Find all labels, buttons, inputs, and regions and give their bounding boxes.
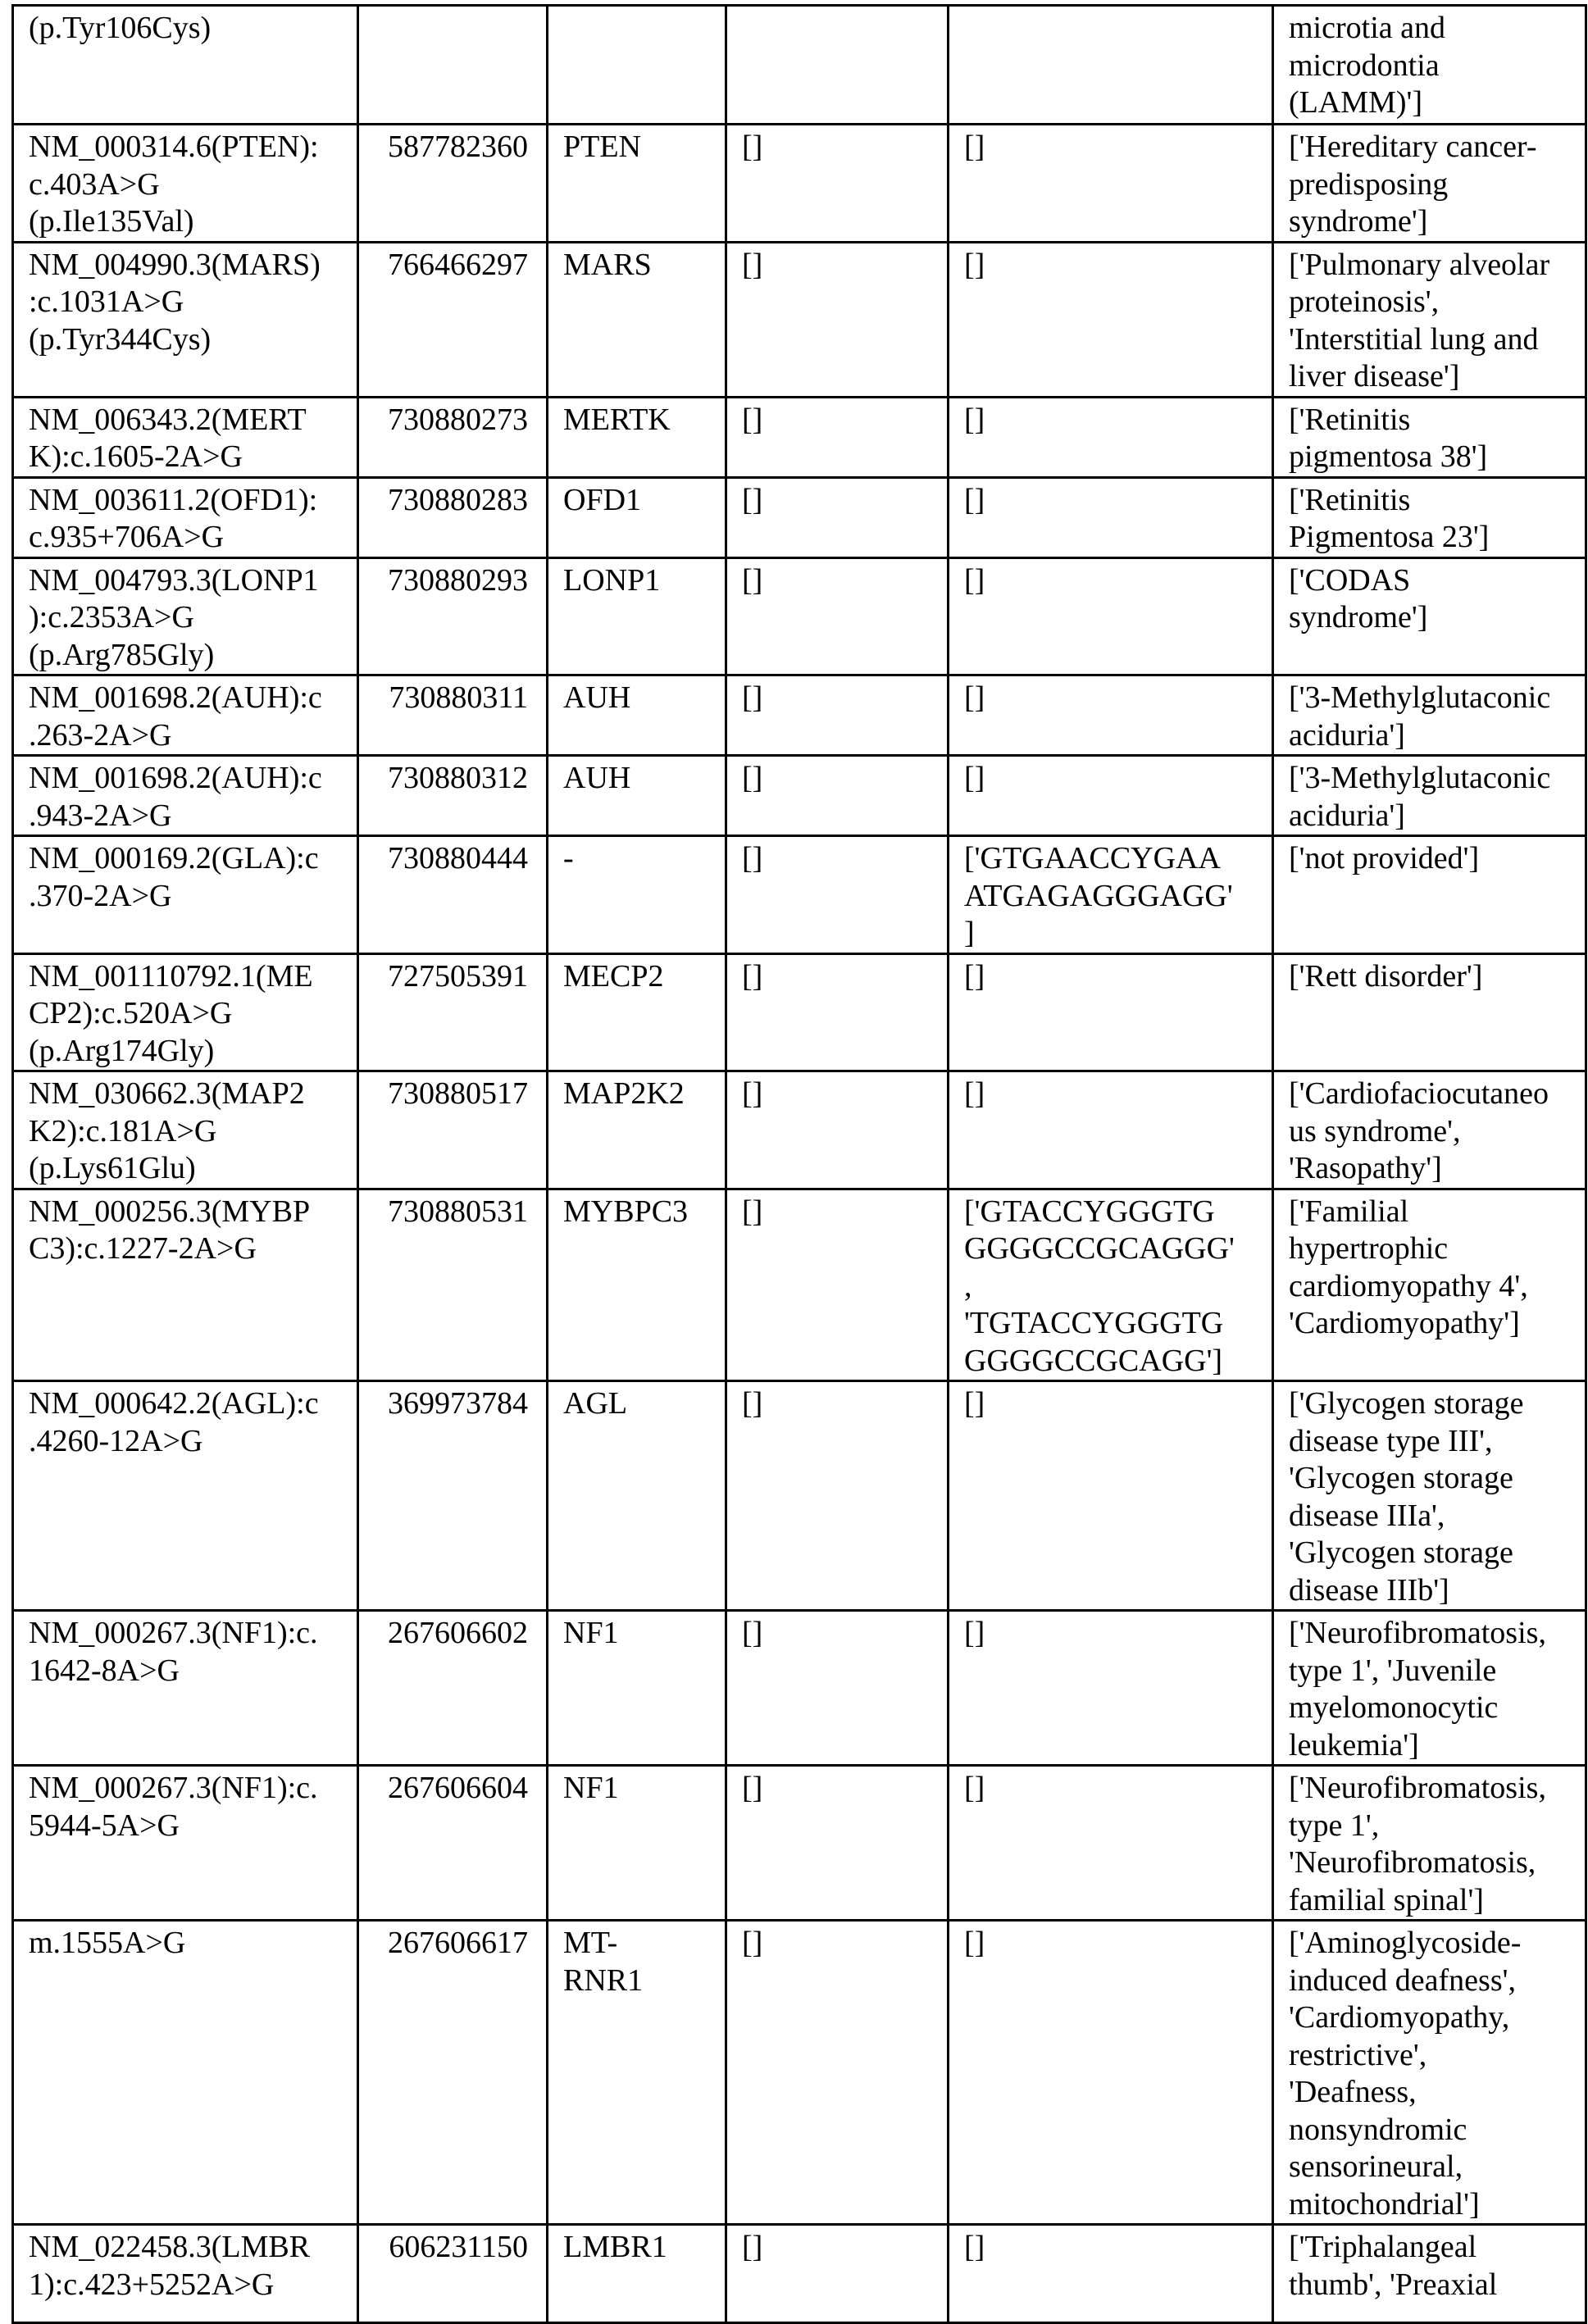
- cell-conditions: ['Rett disorder']: [1273, 953, 1586, 1071]
- cell-gene-symbol: NF1: [548, 1611, 726, 1766]
- cell-sequences: ['GTGAACCYGAA ATGAGAGGGAGG' ]: [949, 836, 1273, 954]
- cell-column-4: []: [726, 1071, 949, 1189]
- cell-gene-symbol: MARS: [548, 242, 726, 397]
- cell-variant-id: 267606604: [358, 1766, 548, 1921]
- cell-variant-id: 730880444: [358, 836, 548, 954]
- cell-column-4: []: [726, 1766, 949, 1921]
- cell-conditions: ['3-Methylglutaconic aciduria']: [1273, 675, 1586, 756]
- cell-sequences: [949, 6, 1273, 125]
- cell-gene-symbol: MERTK: [548, 397, 726, 477]
- table-row: [13, 125, 1586, 243]
- cell-variant-id: 730880293: [358, 557, 548, 675]
- cell-variant-name: (p.Tyr106Cys): [13, 6, 358, 125]
- cell-conditions: ['Triphalangeal thumb', 'Preaxial: [1273, 2225, 1586, 2323]
- table-row: [13, 6, 1586, 125]
- cell-gene-symbol: OFD1: [548, 477, 726, 557]
- cell-sequences: []: [949, 1766, 1273, 1921]
- cell-column-4: []: [726, 242, 949, 397]
- cell-sequences: []: [949, 675, 1273, 756]
- cell-variant-name: NM_004793.3(LONP1 ):c.2353A>G (p.Arg785Gly): [13, 557, 358, 675]
- cell-column-4: []: [726, 1381, 949, 1611]
- table-row: [13, 1071, 1586, 1189]
- cell-gene-symbol: MT- RNR1: [548, 1921, 726, 2225]
- cell-conditions: microtia and microdontia (LAMM)']: [1273, 6, 1586, 125]
- cell-column-4: []: [726, 2225, 949, 2323]
- cell-sequences: []: [949, 1921, 1273, 2225]
- cell-variant-name: NM_003611.2(OFD1): c.935+706A>G: [13, 477, 358, 557]
- cell-variant-name: NM_000256.3(MYBP C3):c.1227-2A>G: [13, 1189, 358, 1381]
- cell-column-4: []: [726, 675, 949, 756]
- cell-sequences: []: [949, 756, 1273, 836]
- cell-conditions: ['Pulmonary alveolar proteinosis', 'Interstitial lung and liver disease']: [1273, 242, 1586, 397]
- cell-variant-name: NM_000169.2(GLA):c .370-2A>G: [13, 836, 358, 954]
- cell-variant-name: NM_000314.6(PTEN): c.403A>G (p.Ile135Val): [13, 125, 358, 243]
- cell-conditions: ['not provided']: [1273, 836, 1586, 954]
- cell-sequences: []: [949, 125, 1273, 243]
- table-row: [13, 1189, 1586, 1381]
- cell-variant-id: 727505391: [358, 953, 548, 1071]
- cell-column-4: []: [726, 1921, 949, 2225]
- cell-variant-id: 730880311: [358, 675, 548, 756]
- cell-gene-symbol: AUH: [548, 675, 726, 756]
- cell-sequences: []: [949, 242, 1273, 397]
- cell-variant-id: 730880283: [358, 477, 548, 557]
- cell-variant-id: 730880531: [358, 1189, 548, 1381]
- cell-gene-symbol: MECP2: [548, 953, 726, 1071]
- cell-variant-name: m.1555A>G: [13, 1921, 358, 2225]
- cell-variant-id: 730880312: [358, 756, 548, 836]
- cell-variant-name: NM_001698.2(AUH):c .943-2A>G: [13, 756, 358, 836]
- cell-column-4: []: [726, 1611, 949, 1766]
- table-row: [13, 1766, 1586, 1921]
- cell-variant-id: 369973784: [358, 1381, 548, 1611]
- cell-sequences: []: [949, 397, 1273, 477]
- cell-gene-symbol: [548, 6, 726, 125]
- cell-sequences: []: [949, 1071, 1273, 1189]
- table-body: [13, 6, 1586, 2323]
- cell-gene-symbol: AUH: [548, 756, 726, 836]
- cell-gene-symbol: -: [548, 836, 726, 954]
- cell-variant-id: 730880273: [358, 397, 548, 477]
- cell-column-4: []: [726, 756, 949, 836]
- cell-sequences: []: [949, 953, 1273, 1071]
- table-row: [13, 953, 1586, 1071]
- cell-conditions: ['Retinitis Pigmentosa 23']: [1273, 477, 1586, 557]
- cell-variant-name: NM_022458.3(LMBR 1):c.423+5252A>G: [13, 2225, 358, 2323]
- cell-variant-name: NM_006343.2(MERT K):c.1605-2A>G: [13, 397, 358, 477]
- cell-gene-symbol: PTEN: [548, 125, 726, 243]
- cell-column-4: []: [726, 125, 949, 243]
- cell-column-4: []: [726, 557, 949, 675]
- cell-conditions: ['3-Methylglutaconic aciduria']: [1273, 756, 1586, 836]
- cell-conditions: ['Hereditary cancer- predisposing syndrome']: [1273, 125, 1586, 243]
- cell-conditions: ['Aminoglycoside- induced deafness', 'Cardiomyopathy, restrictive', 'Deafness, nonsyndromic sensorineural, mitochondrial']: [1273, 1921, 1586, 2225]
- variant-table: [11, 4, 1587, 2324]
- table-row: [13, 397, 1586, 477]
- table-row: [13, 2225, 1586, 2323]
- cell-variant-name: NM_000267.3(NF1):c. 1642-8A>G: [13, 1611, 358, 1766]
- cell-conditions: ['Retinitis pigmentosa 38']: [1273, 397, 1586, 477]
- cell-sequences: []: [949, 1381, 1273, 1611]
- cell-sequences: ['GTACCYGGGTG GGGGCCGCAGGG' , 'TGTACCYGGGTG GGGGCCGCAGG']: [949, 1189, 1273, 1381]
- cell-variant-name: NM_030662.3(MAP2 K2):c.181A>G (p.Lys61Glu): [13, 1071, 358, 1189]
- cell-variant-id: 267606617: [358, 1921, 548, 2225]
- table-row: [13, 477, 1586, 557]
- table-row: [13, 675, 1586, 756]
- cell-column-4: []: [726, 1189, 949, 1381]
- cell-variant-id: 587782360: [358, 125, 548, 243]
- cell-sequences: []: [949, 557, 1273, 675]
- cell-gene-symbol: LONP1: [548, 557, 726, 675]
- cell-variant-name: NM_004990.3(MARS) :c.1031A>G (p.Tyr344Cys): [13, 242, 358, 397]
- cell-variant-id: [358, 6, 548, 125]
- cell-conditions: ['Familial hypertrophic cardiomyopathy 4', 'Cardiomyopathy']: [1273, 1189, 1586, 1381]
- cell-column-4: []: [726, 397, 949, 477]
- cell-variant-name: NM_000267.3(NF1):c. 5944-5A>G: [13, 1766, 358, 1921]
- cell-variant-name: NM_001698.2(AUH):c .263-2A>G: [13, 675, 358, 756]
- table-row: [13, 756, 1586, 836]
- cell-conditions: ['Neurofibromatosis, type 1', 'Juvenile myelomonocytic leukemia']: [1273, 1611, 1586, 1766]
- table-row: [13, 836, 1586, 954]
- cell-column-4: [726, 6, 949, 125]
- table-row: [13, 1921, 1586, 2225]
- cell-gene-symbol: AGL: [548, 1381, 726, 1611]
- table-row: [13, 1611, 1586, 1766]
- cell-sequences: []: [949, 1611, 1273, 1766]
- cell-sequences: []: [949, 477, 1273, 557]
- cell-variant-id: 730880517: [358, 1071, 548, 1189]
- cell-sequences: []: [949, 2225, 1273, 2323]
- cell-column-4: []: [726, 836, 949, 954]
- cell-gene-symbol: MAP2K2: [548, 1071, 726, 1189]
- cell-conditions: ['Neurofibromatosis, type 1', 'Neurofibromatosis, familial spinal']: [1273, 1766, 1586, 1921]
- cell-gene-symbol: NF1: [548, 1766, 726, 1921]
- table-row: [13, 242, 1586, 397]
- table-row: [13, 557, 1586, 675]
- cell-variant-id: 267606602: [358, 1611, 548, 1766]
- cell-gene-symbol: MYBPC3: [548, 1189, 726, 1381]
- cell-gene-symbol: LMBR1: [548, 2225, 726, 2323]
- cell-conditions: ['CODAS syndrome']: [1273, 557, 1586, 675]
- cell-variant-id: 606231150: [358, 2225, 548, 2323]
- cell-variant-id: 766466297: [358, 242, 548, 397]
- cell-variant-name: NM_001110792.1(ME CP2):c.520A>G (p.Arg174Gly): [13, 953, 358, 1071]
- cell-conditions: ['Cardiofaciocutaneo us syndrome', 'Rasopathy']: [1273, 1071, 1586, 1189]
- cell-conditions: ['Glycogen storage disease type III', 'Glycogen storage disease IIIa', 'Glycogen storage disease IIIb']: [1273, 1381, 1586, 1611]
- cell-column-4: []: [726, 953, 949, 1071]
- table-row: [13, 1381, 1586, 1611]
- cell-column-4: []: [726, 477, 949, 557]
- cell-variant-name: NM_000642.2(AGL):c .4260-12A>G: [13, 1381, 358, 1611]
